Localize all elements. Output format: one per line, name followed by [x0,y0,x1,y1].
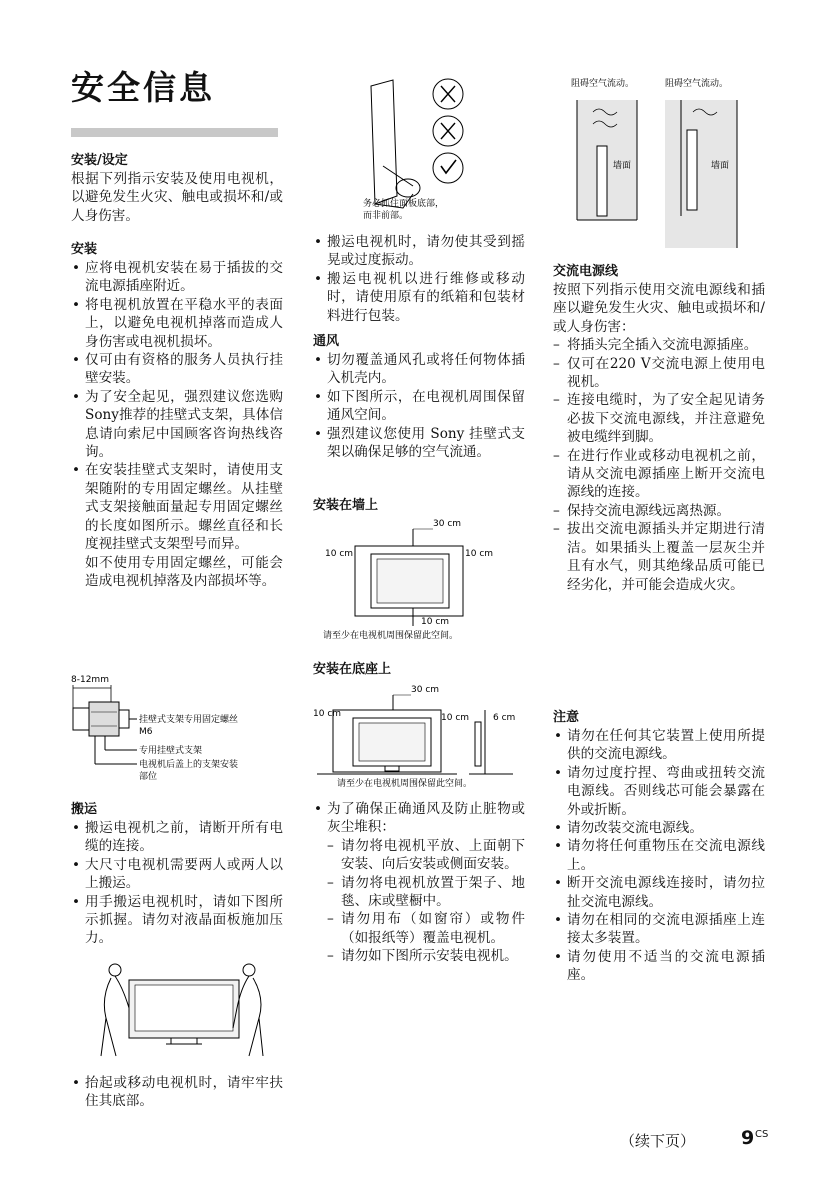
airflow-diagram [563,76,763,252]
list-item: – 请勿如下图所示安装电视机。 [327,947,525,965]
ventilation-section [313,332,525,461]
list-item: • 搬运电视机时，请勿使其受到摇晃或过度振动。 [313,233,525,270]
grip-caption-line1: 务必抓住面板底部， [363,199,445,209]
ac-cord-intro: 按照下列指示使用交流电源线和插座以避免发生火灾、触电或损坏和/或人身伤害： [553,282,765,335]
page-number-suffix: CS [755,1129,769,1140]
stand-clearance-caption: 请至少在电视机周围保留此空间。 [337,779,473,789]
ventilation-list [313,351,525,461]
screw-size-label: M6 [139,727,153,737]
list-item: • 抬起或移动电视机时，请牢牢扶住其底部。 [71,1074,283,1111]
list-item: • 应将电视机安装在易于插拔的交流电源插座附近。 [71,259,283,296]
carry-illustration [71,958,283,1058]
transport-section [71,800,283,948]
airflow-wall-label-1: 墙面 [613,161,632,171]
list-item: • 为了安全起见，强烈建议您选购Sony推荐的挂壁式支架，具体信息请向索尼中国顾客咨询热线咨询。 [71,388,283,462]
wall-dim-left-label: 10 cm [325,549,354,559]
screw-label: 挂壁式支架专用固定螺丝 [139,715,239,725]
stand-dim-top-label: 30 cm [411,685,440,695]
wall-dim-bottom-label: 10 cm [421,617,450,627]
list-item: – 将插头完全插入交流电源插座。 [553,336,765,354]
list-item: • 请勿在任何其它装置上使用所提供的交流电源线。 [553,727,765,764]
install-setup-intro: 根据下列指示安装及使用电视机，以避免发生火灾、触电或损坏和/或人身伤害。 [71,171,283,224]
stand-dim-back-label: 6 cm [493,713,516,723]
notes-heading: 注意 [553,710,580,725]
list-item: – 保持交流电源线远离热源。 [553,502,765,520]
list-item: • 搬运电视机以进行维修或移动时，请使用原有的纸箱和包装材料进行包装。 [313,270,525,325]
transport-heading: 搬运 [71,802,98,817]
list-item: • 请勿在相同的交流电源插座上连接太多装置。 [553,911,765,948]
ac-cord-section [553,262,765,594]
title-rule [71,128,278,137]
list-item: • 切勿覆盖通风孔或将任何物体插入机壳内。 [313,351,525,388]
install-list [71,259,283,554]
transport-section-after [71,1074,283,1111]
wall-clearance-figure [313,516,525,644]
notes-section [553,708,765,985]
list-item: • 请勿将任何重物压在交流电源线上。 [553,837,765,874]
transport-more-list [313,233,525,325]
wall-dim-right-label: 10 cm [465,549,494,559]
list-item: – 拔出交流电源插头并定期进行清洁。如果插头上覆盖一层灰尘并且有水气，则其绝缘品质可能已经劣化，并可能会造成火灾。 [553,520,765,594]
dust-sublist [313,837,525,966]
grip-caption-line2: 而非前部。 [363,211,409,221]
list-item: – 仅可在220 V交流电源上使用电视机。 [553,355,765,392]
grip-illustration [313,76,525,224]
bracket-label: 专用挂壁式支架 [139,746,203,756]
dust-section [313,800,525,966]
list-item: • 用手搬运电视机时，请如下图所示抓握。请勿对液晶面板施加压力。 [71,893,283,948]
list-item: • 如下图所示，在电视机周围保留通风空间。 [313,388,525,425]
list-item: • 请勿改装交流电源线。 [553,819,765,837]
transport-more-section [313,233,525,325]
list-item: • 在安装挂壁式支架时，请使用支架随附的专用固定螺丝。从挂壁式支架接触面量起专用固定螺丝的长度如图所示。螺丝直径和长度视挂壁式支架型号而异。 [71,461,283,553]
stand-dim-left-label: 10 cm [313,709,342,719]
screw-diagram [71,672,283,790]
carry-figure [71,958,283,1058]
wall-clearance-diagram [313,516,525,644]
list-item: – 请勿将电视机放置于架子、地毯、床或壁橱中。 [327,874,525,911]
install-heading: 安装 [71,242,98,257]
wall-mount-heading: 安装在墙上 [313,498,379,513]
continued-label: （续下页） [620,1132,696,1150]
list-item: • 将电视机放置在平稳水平的表面上，以避免电视机掉落而造成人身伤害或电视机损坏。 [71,296,283,351]
stand-clearance-figure [313,682,525,788]
wall-clearance-caption: 请至少在电视机周围保留此空间。 [323,631,459,641]
install-section [71,240,283,590]
install-setup-section [71,151,283,225]
ventilation-heading: 通风 [313,334,340,349]
transport-list [71,819,283,948]
stand-mount-heading: 安装在底座上 [313,662,392,677]
list-item: • 请勿使用不适当的交流电源插座。 [553,948,765,985]
wall-dim-top-label: 30 cm [433,519,462,529]
page-title: 安全信息 [71,68,215,107]
ac-cord-list [553,336,765,594]
transport-list-after [71,1074,283,1111]
list-item: • 请勿过度拧捏、弯曲或扭转交流电源线。否则线芯可能会暴露在外或折断。 [553,764,765,819]
list-item: – 请勿用布（如窗帘）或物件（如报纸等）覆盖电视机。 [327,910,525,947]
install-setup-heading: 安装/设定 [71,153,128,168]
list-item: • 仅可由有资格的服务人员执行挂壁安装。 [71,351,283,388]
airflow-blocked-label-2: 阻碍空气流动。 [665,79,729,89]
stand-dim-right-label: 10 cm [441,713,470,723]
list-item: • 断开交流电源线连接时，请勿拉扯交流电源线。 [553,874,765,911]
stand-mount-section [313,660,525,679]
airflow-figure [563,76,775,252]
list-item: • 搬运电视机之前，请断开所有电缆的连接。 [71,819,283,856]
airflow-blocked-label-1: 阻碍空气流动。 [571,79,635,89]
page-number: 9 [741,1127,755,1149]
notes-list [553,727,765,985]
ac-cord-heading: 交流电源线 [553,264,619,279]
list-item: – 请勿将电视机平放、上面朝下安装、向后安装或侧面安装。 [327,837,525,874]
install-extra-note: 如不使用专用固定螺丝，可能会造成电视机掉落及内部损坏等。 [85,554,283,589]
list-item: – 在进行作业或移动电视机之前，请从交流电源插座上断开交流电源线的连接。 [553,447,765,502]
dust-list [313,800,525,837]
list-item: • 强烈建议您使用 Sony 挂壁式支架以确保足够的空气流通。 [313,425,525,462]
mount-label-line1: 电视机后盖上的支架安装 [139,760,239,770]
wall-mount-section [313,496,525,515]
grip-figure [313,76,525,224]
screw-figure [71,672,283,790]
screw-length-label: 8-12mm [71,675,109,685]
list-item: – 连接电缆时，为了安全起见请务必拔下交流电源线，并注意避免被电缆绊到脚。 [553,391,765,446]
list-item: • 为了确保正确通风及防止脏物或灰尘堆积： [313,800,525,837]
airflow-wall-label-2: 墙面 [711,161,730,171]
mount-label-line2: 部位 [139,772,158,782]
stand-clearance-diagram [313,682,525,788]
list-item: • 大尺寸电视机需要两人或两人以上搬运。 [71,856,283,893]
